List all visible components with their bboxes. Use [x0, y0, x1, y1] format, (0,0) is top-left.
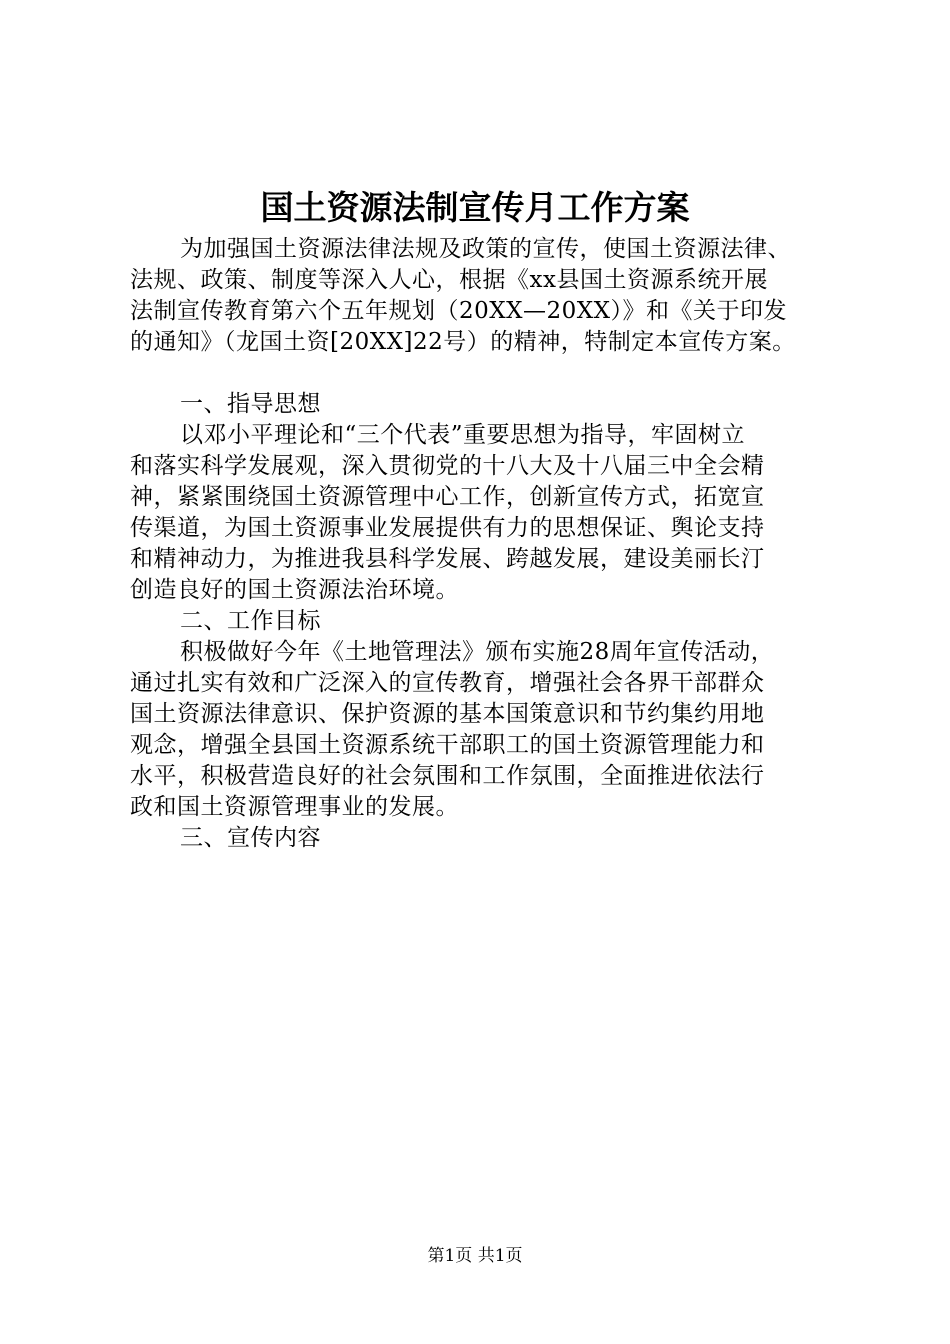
paragraph-line: 创造良好的国土资源法治环境。: [130, 577, 459, 603]
paragraph-line: 的通知》（龙国土资[20XX]22号）的精神，特制定本宣传方案。: [130, 329, 796, 355]
document-body: [130, 234, 832, 854]
paragraph-line: 观念，增强全县国土资源系统干部职工的国土资源管理能力和: [130, 732, 765, 758]
paragraph-line: 为加强国土资源法律法规及政策的宣传，使国土资源法律、: [180, 236, 791, 262]
paragraph-line: 传渠道，为国土资源事业发展提供有力的思想保证、舆论支持: [130, 515, 765, 541]
paragraph-line: 法制宣传教育第六个五年规划（20XX—20XX）》和《关于印发: [130, 298, 788, 324]
paragraph-line: 积极做好今年《土地管理法》颁布实施28周年宣传活动，: [180, 639, 775, 665]
paragraph-line: 水平，积极营造良好的社会氛围和工作氛围，全面推进依法行: [130, 763, 765, 789]
section-heading: 二、工作目标: [180, 608, 321, 634]
paragraph-line: 国土资源法律意识、保护资源的基本国策意识和节约集约用地: [130, 701, 765, 727]
paragraph-line: 法规、政策、制度等深入人心，根据《xx县国土资源系统开展: [130, 267, 768, 293]
paragraph-line: 和精神动力，为推进我县科学发展、跨越发展，建设美丽长汀: [130, 546, 765, 572]
paragraph-gap: [130, 358, 832, 389]
paragraph-line: 通过扎实有效和广泛深入的宣传教育，增强社会各界干部群众: [130, 670, 765, 696]
section-heading: 三、宣传内容: [180, 825, 321, 851]
paragraph-line: 政和国土资源管理事业的发展。: [130, 794, 459, 820]
paragraph-line: 和落实科学发展观，深入贯彻党的十八大及十八届三中全会精: [130, 453, 765, 479]
page-footer: 第1页 共1页: [427, 1246, 523, 1266]
section-heading: 一、指导思想: [180, 391, 321, 417]
paragraph-line: 神，紧紧围绕国土资源管理中心工作，创新宣传方式，拓宽宣: [130, 484, 765, 510]
document-title: 国土资源法制宣传月工作方案: [260, 188, 690, 227]
paragraph-line: 以邓小平理论和“三个代表”重要思想为指导，牢固树立: [180, 422, 746, 448]
